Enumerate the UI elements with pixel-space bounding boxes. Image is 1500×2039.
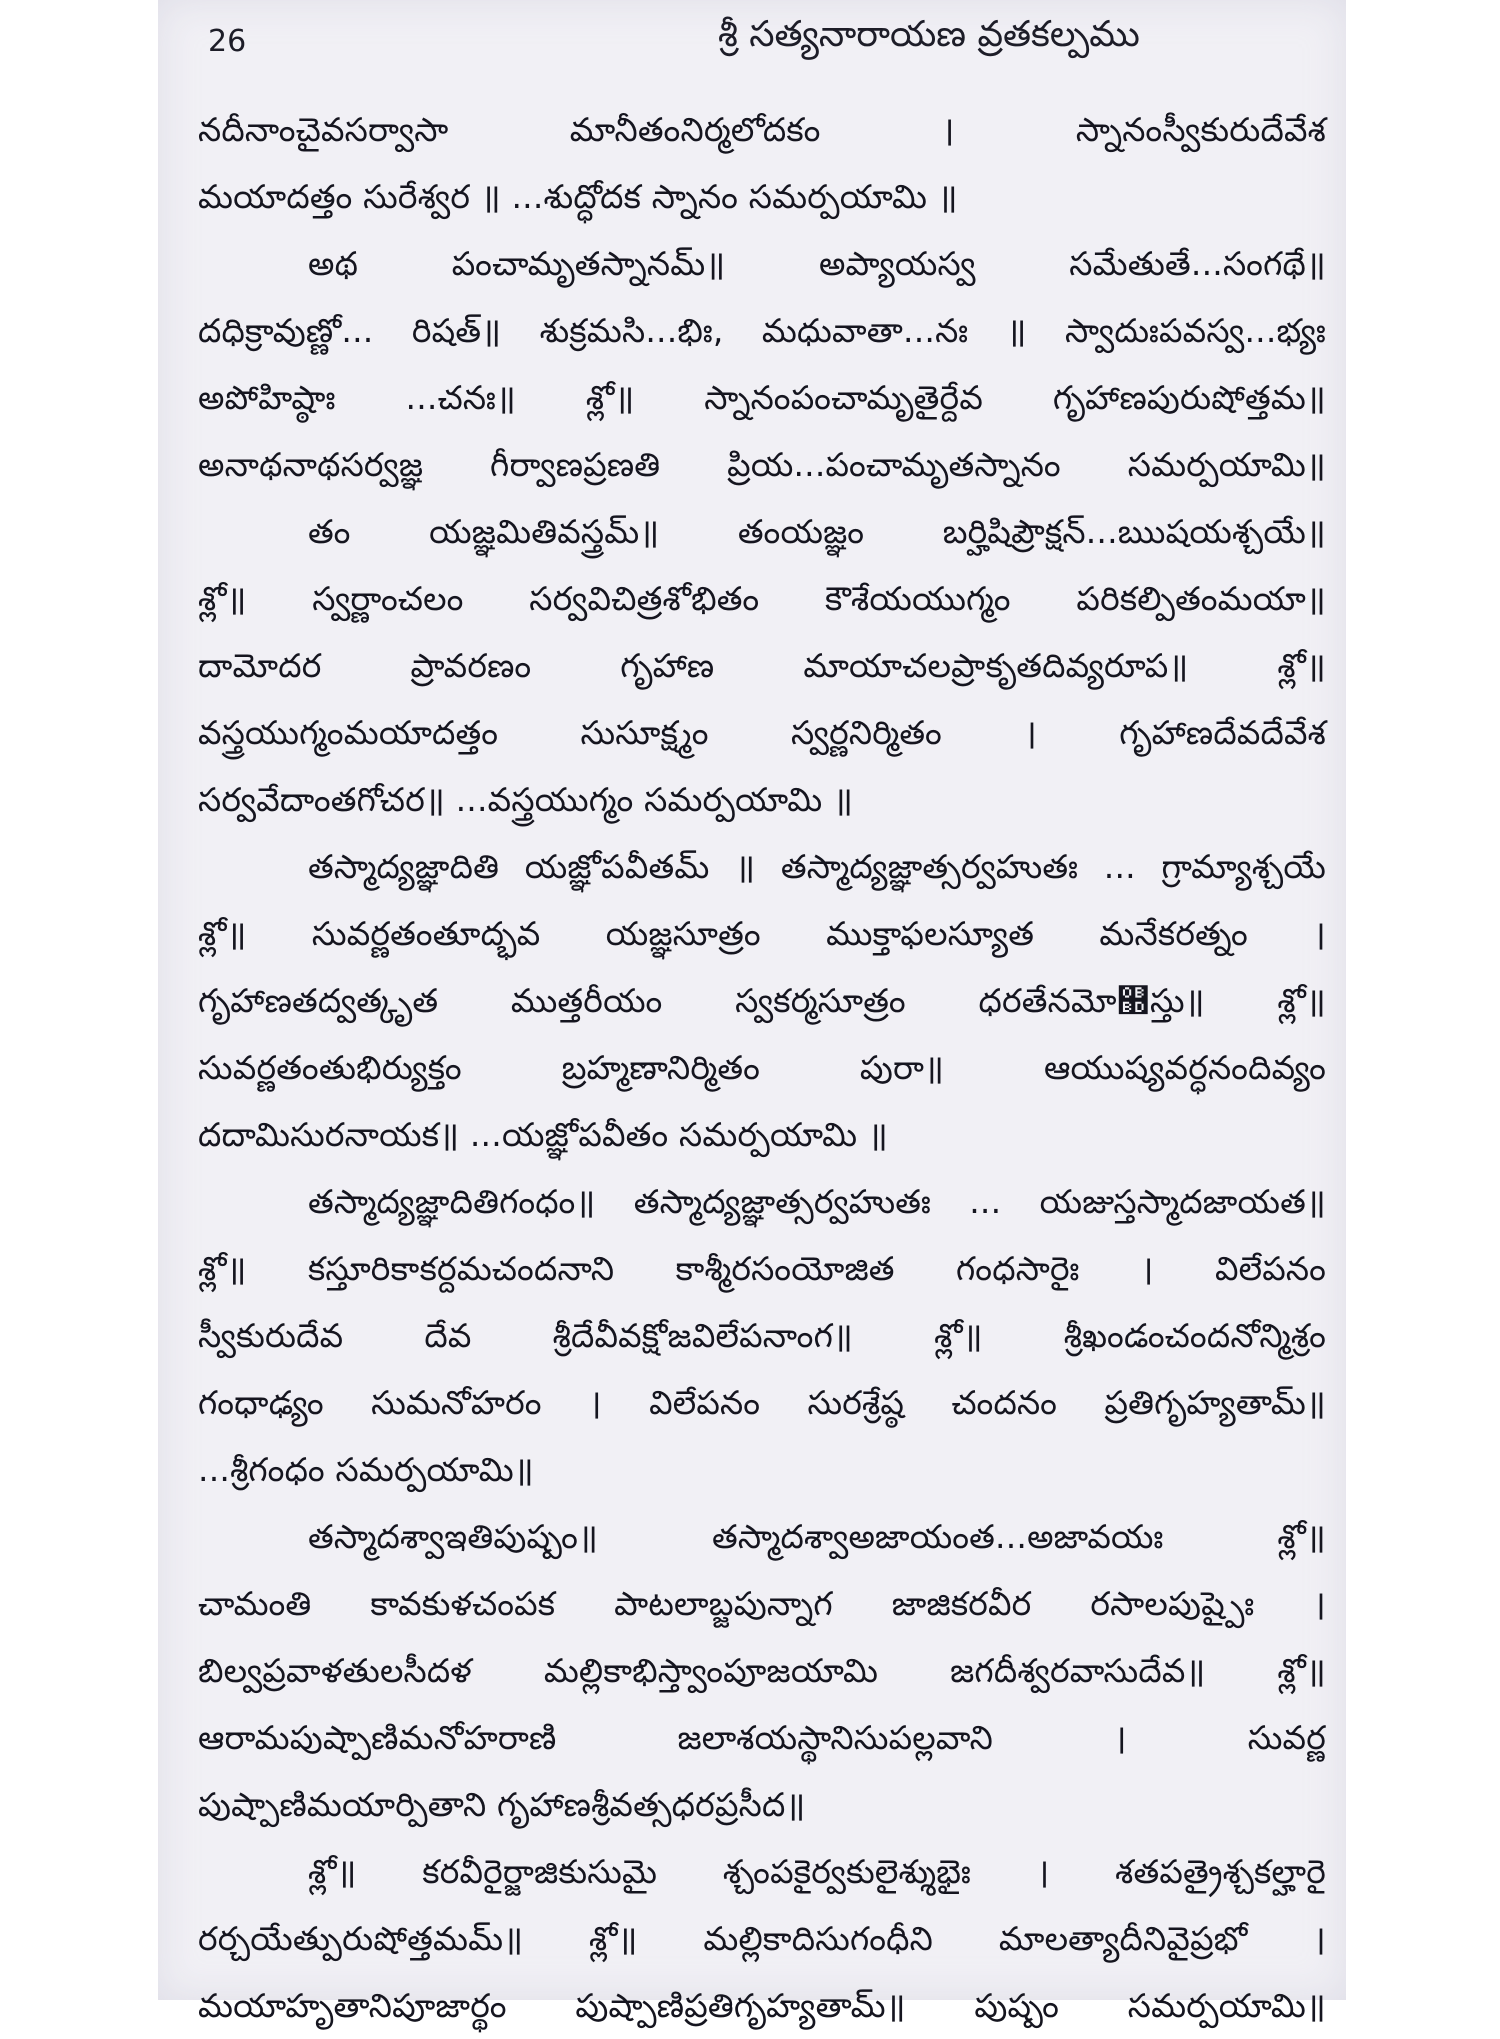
text-line: స్వీకురుదేవ దేవ శ్రీదేవీవక్షోజవిలేపనాంగ॥ శ్లో॥ శ్రీఖండంచందనోన్మిశ్రం [198, 1316, 1326, 1355]
running-title: శ్రీ సత్యనారాయణ వ్రతకల్పము [718, 14, 1140, 55]
text-line: తం యజ్ఞమితివస్త్రమ్॥ తంయజ్ఞం బర్హిషిప్రౌక్షన్...ఋషయశ్చయే॥ [308, 512, 1326, 551]
text-line: ఆరామపుష్పాణిమనోహరాణి జలాశయస్థానిసుపల్లవాని । సువర్ణ [198, 1718, 1326, 1757]
text-line: అనాథనాథసర్వజ్ఞ గీర్వాణప్రణతి ప్రియ...పంచామృతస్నానం సమర్పయామి॥ [198, 445, 1326, 484]
text-line: శ్లో॥ కరవీరైర్జాజికుసుమై శ్చంపకైర్వకులైశ్శుభైః । శతపత్రైశ్చకల్హారై [308, 1852, 1326, 1891]
book-page [158, 0, 1346, 2025]
text-line: ...శ్రీగంధం సమర్పయామి॥ [198, 1450, 534, 1489]
text-line: పుష్పాణిమయార్పితాని గృహాణశ్రీవత్సధరప్రసీద॥ [198, 1785, 806, 1824]
text-line: సువర్ణతంతుభిర్యుక్తం బ్రహ్మణానిర్మితం పురా॥ ఆయుష్యవర్ధనందివ్యం [198, 1048, 1326, 1087]
text-line: తస్మాద్యజ్ఞాదితి యజ్ఞోపవీతమ్ ॥ తస్మాద్యజ్ఞాత్సర్వహుతః ... గ్రామ్యాశ్చయే [308, 847, 1326, 886]
text-line: గృహాణతద్వత్కృత ముత్తరీయం స్వకర్మసూత్రం ధరతేనమో஽స్తు॥ శ్లో॥ [198, 981, 1326, 1020]
text-line: గంధాఢ్యం సుమనోహరం । విలేపనం సురశ్రేష్ఠ చందనం ప్రతిగృహ్యతామ్॥ [198, 1383, 1326, 1422]
text-line: మయాహృతానిపూజార్థం పుష్పాణిప్రతిగృహ్యతామ్॥ పుష్పం సమర్పయామి॥ [198, 1986, 1326, 2025]
text-line: మయాదత్తం సురేశ్వర ॥ ...శుద్ధోదక స్నానం సమర్పయామి ॥ [198, 177, 958, 216]
text-line: అపోహిష్ఠాః ...చనః॥ శ్లో॥ స్నానంపంచామృతైర్దేవ గృహాణపురుషోత్తమ॥ [198, 378, 1326, 417]
text-line: సర్వవేదాంతగోచర॥ ...వస్త్రయుగ్మం సమర్పయామి ॥ [198, 780, 854, 819]
text-line: శ్లో॥ కస్తూరికాకర్దమచందనాని కాశ్మీరసంయోజిత గంధసారైః । విలేపనం [198, 1249, 1326, 1288]
text-line: తస్మాద్యజ్ఞాదితిగంధం॥ తస్మాద్యజ్ఞాత్సర్వహుతః ... యజుస్తస్మాదజాయత॥ [308, 1182, 1326, 1221]
text-line: శ్లో॥ స్వర్ణాంచలం సర్వవిచిత్రశోభితం కౌశేయయుగ్మం పరికల్పితంమయా॥ [198, 579, 1326, 618]
text-line: శ్లో॥ సువర్ణతంతూద్భవ యజ్ఞసూత్రం ముక్తాఫలస్యూత మనేకరత్నం । [198, 914, 1326, 953]
text-line: దామోదర ప్రావరణం గృహాణ మాయాచలప్రాకృతదివ్యరూప॥ శ్లో॥ [198, 646, 1326, 685]
text-line: దదామిసురనాయక॥ ...యజ్ఞోపవీతం సమర్పయామి ॥ [198, 1115, 888, 1154]
text-line: బిల్వప్రవాళతులసీదళ మల్లికాభిస్త్వాంపూజయామి జగదీశ్వరవాసుదేవ॥ శ్లో॥ [198, 1651, 1326, 1690]
text-line: నదీనాంచైవసర్వాసా మానీతంనిర్మలోదకం । స్నానంస్వీకురుదేవేశ [198, 110, 1326, 149]
text-line: అథ పంచామృతస్నానమ్॥ అప్యాయస్వ సమేతుతే...సంగథే॥ [308, 244, 1326, 283]
text-line: వస్త్రయుగ్మంమయాదత్తం సుసూక్ష్మం స్వర్ణనిర్మితం । గృహాణదేవదేవేశ [198, 713, 1326, 752]
text-line: చామంతి కావకుళచంపక పాటలాబ్జపున్నాగ జాజికరవీర రసాలపుష్పైః । [198, 1584, 1326, 1623]
body-text [198, 96, 1326, 2039]
text-line: తస్మాదశ్వాఇతిపుష్పం॥ తస్మాదశ్వాఅజాయంత...అజావయః శ్లో॥ [308, 1517, 1326, 1556]
text-line: దధిక్రావుణ్ణో... రిషత్॥ శుక్రమసి...భిః, మధువాతా...నః ॥ స్వాదుఃపవస్వ...భ్యః [198, 311, 1326, 350]
page-number: 26 [208, 24, 247, 59]
text-line: రర్చయేత్పురుషోత్తమమ్॥ శ్లో॥ మల్లికాదిసుగంధీని మాలత్యాదీనివైప్రభో । [198, 1919, 1326, 1958]
